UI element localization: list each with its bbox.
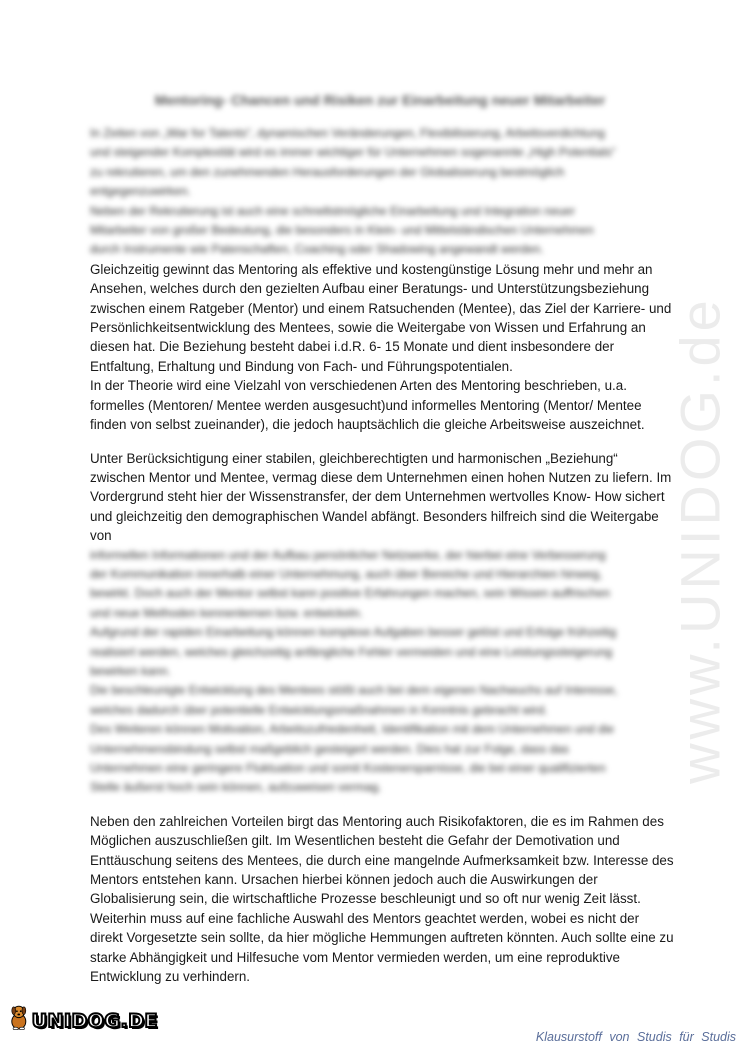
paragraph-mentoring-intro: Gleichzeitig gewinnt das Mentoring als effektive und kostengünstige Lösung mehr und mehr an Ansehen, welches durch den gezielten Aufbau einer Beratungs- und Unterstützungsbeziehung zwischen einem Ratgeber (Mentor) und einem Ratsuchenden (Mentee), das Ziel der Karriere- und Persönlichkeitsentwicklung des Mentees, sowie die Weitergabe von Wissen und Erfahrung an diesen hat. Die Beziehung besteht dabei i.d.R. 6- 15 Monate und dient insbesondere der Entfaltung, Erhaltung und Bindung von Fach- und Führungspotentialen. xyxy=(90,261,672,374)
blurred-line: bewirkt. Doch auch der Mentor selbst kann positive Erfahrungen machen, sein Wissen auffrischen xyxy=(90,586,611,601)
document-body xyxy=(90,124,675,986)
blurred-line: durch Instrumente wie Patenschaften, Coaching oder Shadowing angewandt werden. xyxy=(90,242,544,257)
blurred-intro xyxy=(90,124,675,260)
blurred-line: der Kommunikation innerhalb einer Unternehmung, auch über Bereiche und Hierarchien hinweg, xyxy=(90,566,603,581)
blurred-line: zu rekrutieren, um den zunehmenden Herausforderungen der Globalisierung bestmöglich xyxy=(90,164,565,179)
paragraph-risks: Neben den zahlreichen Vorteilen birgt das Mentoring auch Risikofaktoren, die es im Rahmen des Möglichen auszuschließen gilt. Im Wesentlichen besteht die Gefahr der Demotivation und Enttäuschung seitens des Mentees, die durch eine mangelnde Aufmerksamkeit bzw. Interesse des Mentors entstehen kann. Ursachen hierbei können jedoch auch die Auswirkungen der Globalisierung sein, die wirtschaftliche Prozesse beschleunigt und so oft nur wenig Zeit lässt. Weiterhin muss auf eine fachliche Auswahl des Mentors geachtet werden, wobei es nicht der direkt Vorgesetzte sein sollte, da hier mögliche Hemmungen auftreten könnten. Auch sollte eine zu starke Abhängigkeit und Hilfesuche vom Mentor vermieden werden, um eine reproduktive Entwicklung zu verhindern. xyxy=(90,813,674,985)
blurred-line: In Zeiten von „War for Talents“, dynamischen Veränderungen, Flexibilisierung, Arbeitsverdichtung xyxy=(90,126,605,140)
blurred-line: Des Weiteren können Motivation, Arbeitszufriedenheit, Identifikation mit dem Unternehmen und die xyxy=(90,722,615,737)
watermark: www.UNIDOG.de xyxy=(668,296,732,784)
blurred-line: informellen Informationen und der Aufbau persönlicher Netzwerke, der hierbei eine Verbesserung xyxy=(90,547,606,562)
paragraph-benefits: Unter Berücksichtigung einer stabilen, gleichberechtigten und harmonischen „Beziehung“ zwischen Mentor und Mentee, vermag diese dem Unternehmen einen hohen Nutzen zu liefern. Im Vordergrund steht hier der Wissenstransfer, der dem Unternehmen wertvolles Know- How sichert und gleichzeitig den demographischen Wandel abfängt. Besonders hilfreich sind die Weitergabe von xyxy=(90,450,672,544)
logo-text: UNIDOG.DE xyxy=(31,1010,158,1032)
blurred-line: bewirken kann. xyxy=(90,663,171,678)
unidog-logo xyxy=(8,992,158,1038)
footer-slogan: Klausurstoff von Studis für Studis xyxy=(535,1030,736,1044)
blurred-line: entgegenzuwirken. xyxy=(90,184,191,199)
blurred-line: Stelle äußerst hoch sein können, aufzuweisen vermag. xyxy=(90,780,382,795)
blurred-line: Die beschleunigte Entwicklung des Mentees stößt auch bei dem eigenen Nachwuchs auf Interesse, xyxy=(90,683,618,698)
blurred-line: welches dadurch über potentielle Entwicklungsmaßnahmen in Kenntnis gebracht wird. xyxy=(90,702,548,717)
blurred-line: Neben der Rekrutierung ist auch eine schnellstmögliche Einarbeitung und Integration neuer xyxy=(90,203,575,218)
blurred-line: Aufgrund der rapiden Einarbeitung können komplexe Aufgaben besser gelöst und Erfolge frühzeitig xyxy=(90,625,617,640)
blurred-line: Mitarbeiter von großer Bedeutung, die besonders in Klein- und Mittelständischen Unternehmen xyxy=(90,223,594,238)
blurred-line: Unternehmen eine geringere Fluktuation und somit Kostenersparnisse, die bei einer qualifizierten xyxy=(90,761,606,775)
dog-mascot-icon xyxy=(8,996,30,1038)
blurred-line: und neue Methoden kennenlernen bzw. entwickeln. xyxy=(90,605,363,620)
document-title: Mentoring- Chancen und Risiken zur Einarbeitung neuer Mitarbeiter xyxy=(154,92,606,108)
blurred-line: und steigender Komplexität wird es immer wichtiger für Unternehmen sogenannte „High Potentials“ xyxy=(90,145,616,160)
blurred-line: realisiert werden, welches gleichzeitig anfängliche Fehler vermeiden und eine Leistungssteigerung xyxy=(90,644,613,659)
blurred-middle xyxy=(90,546,675,798)
blurred-line: Unternehmensbindung selbst maßgeblich gesteigert werden. Dies hat zur Folge, dass das xyxy=(90,741,569,756)
paragraph-mentoring-types: In der Theorie wird eine Vielzahl von verschiedenen Arten des Mentoring beschrieben, u.a. formelles (Mentoren/ Mentee werden ausgesucht)und informelles Mentoring (Mentor/ Mentee finden von selbst zueinander), die jedoch hauptsächlich die gleiche Arbeitsweise auszeichnet. xyxy=(90,378,645,433)
